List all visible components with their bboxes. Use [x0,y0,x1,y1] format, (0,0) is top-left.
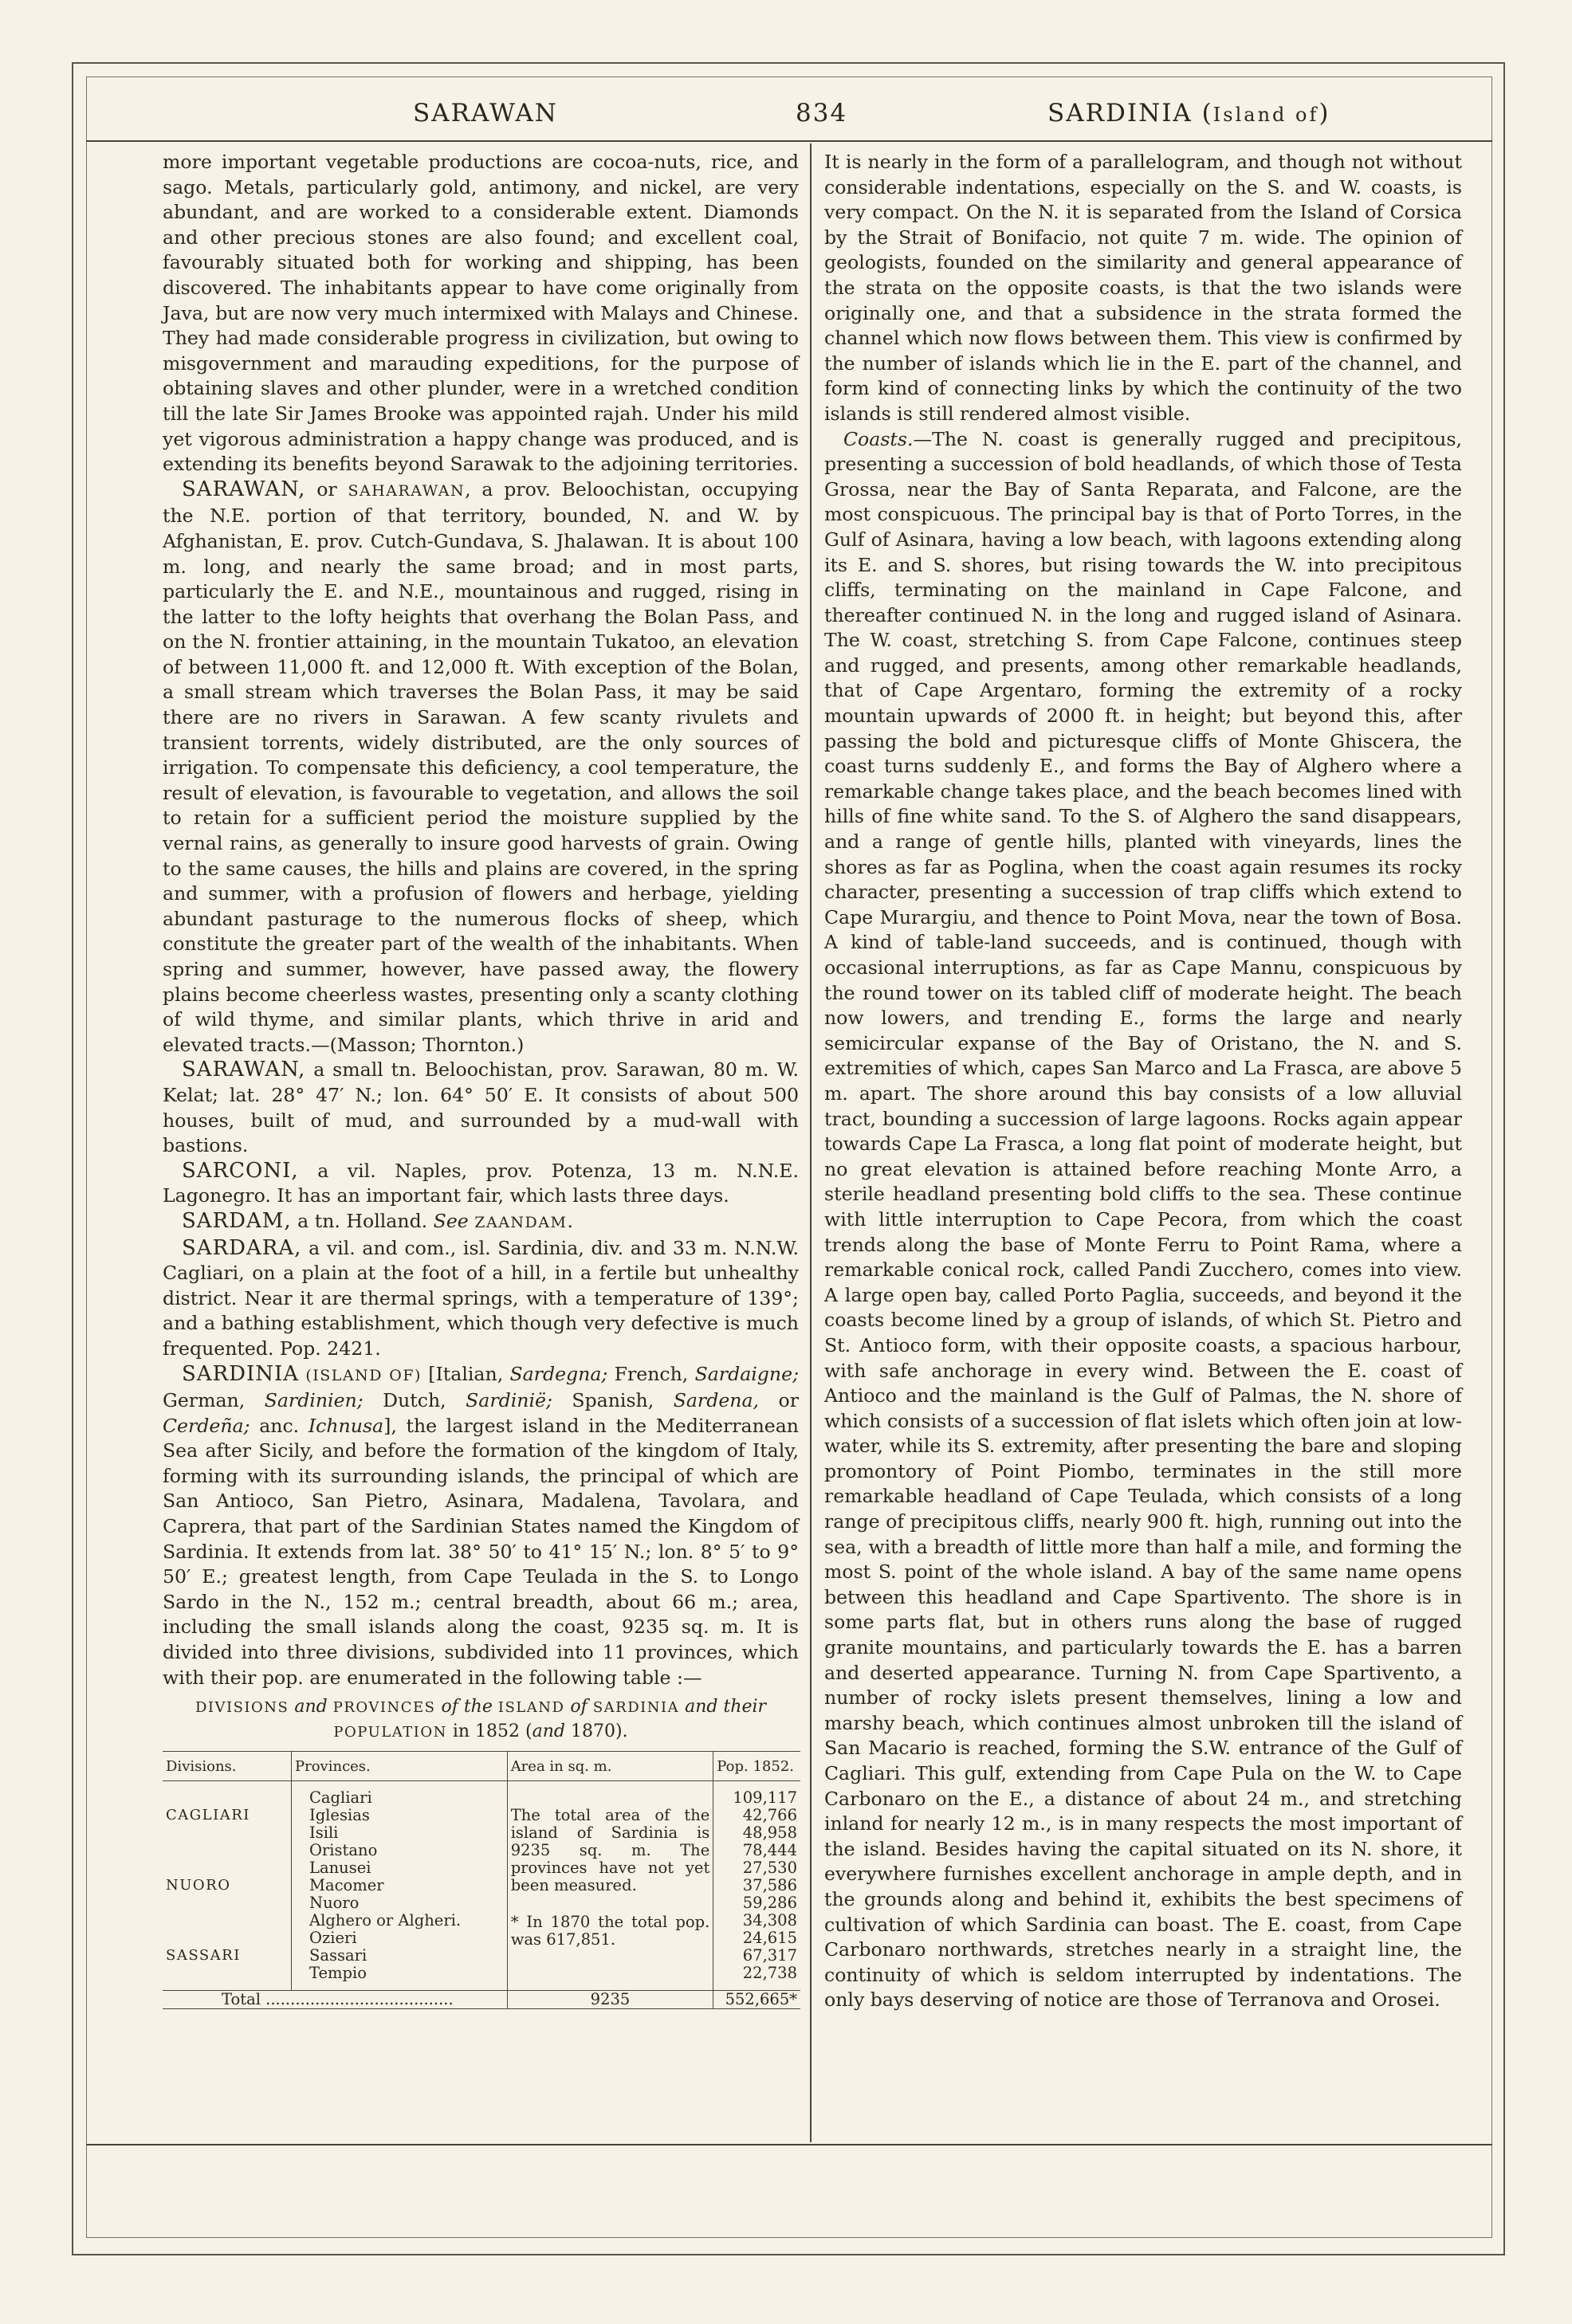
province: Oristano [309,1841,378,1860]
population-value: 78,444 [742,1841,797,1860]
table-body-row [163,1781,800,1991]
province: Tempio [309,1964,367,1983]
province: Alghero or Algheri. [309,1911,462,1930]
population-value: 24,615 [742,1929,797,1948]
header-rule [86,140,1492,142]
total-population: 552,665* [713,1991,800,2009]
left-column [163,150,799,2009]
provinces-cell [292,1781,508,1991]
area-cell [507,1781,713,1991]
entry-sarawan-province: SARAWAN, or SAHARAWAN, a prov. Beloochistan, occupying the N.E. portion of that territory, bounded, N. and W. by Afghanistan, E. prov. Cutch-Gundava, S. Jhalawan. It is about 100 m. long, and nearly the same broad; and in most parts, particularly the E. and N.E., mountainous and rugged, rising in the latter to the lofty heights that overhang the Bolan Pass, and on the N. frontier attaining, in the mountain Tukatoo, an elevation of between 11,000 ft. and 12,000 ft. With exception of the Bolan, a small stream which traverses the Bolan Pass, it may be said there are no rivers in Sarawan. A few scanty rivulets and transient torrents, widely distributed, are the only sources of irrigation. To compensate this deficiency, a cool temperature, the result of elevation, is favourable to vegetation, and allows the soil to retain for a sufficient period the moisture supplied by the vernal rains, as generally to insure good harvests of grain. Owing to the same causes, the hills and plains are covered, in the spring and summer, with a profusion of flowers and herbage, yielding abundant pasturage to the numerous flocks of sheep, which constitute the greater part of the wealth of the inhabitants. When spring and summer, however, have passed away, the flowery plains become cheerless wastes, presenting only a scanty clothing of wild thyme, and similar plants, which thrive in arid and elevated tracts.—(Masson; Thornton.) [163,477,799,1056]
province: Nuoro [309,1894,360,1913]
area-note: The total area of the island of Sardinia is 9235 sq. m. The provinces have not yet been measured. [510,1806,710,1895]
header-provinces: Provinces. [292,1752,508,1781]
paragraph-continuation: more important vegetable productions are cocoa-nuts, rice, and sago. Metals, particularly gold, antimony, and nickel, are very abundant, and are worked to a considerable extent. Diamonds and other precious stones are also found; and excellent coal, favourably situated both for working and shipping, has been discovered. The inhabitants appear to have come originally from Java, but are now very much intermixed with Malays and Chinese. They had made considerable progress in civilization, but owing to misgovernment and marauding expeditions, for the purpose of obtaining slaves and other plunder, were in a wretched condition till the late Sir James Brooke was appointed rajah. Under his mild yet vigorous administration a happy change was produced, and is extending its benefits beyond Sarawak to the adjoining territories. [163,151,799,476]
population-value: 22,738 [742,1964,797,1983]
province: Macomer [309,1876,384,1895]
population-value: 59,286 [742,1894,797,1913]
population-note: * In 1870 the total pop. was 617,851. [510,1913,710,1949]
right-column [824,150,1462,2013]
entry-sardam: SARDAM, a tn. Holland. See ZAANDAM. [182,1208,573,1233]
population-value: 34,308 [742,1911,797,1930]
header-divisions: Divisions. [163,1752,292,1781]
population-value: 42,766 [742,1806,797,1825]
population-cell [713,1781,800,1991]
total-label-cell: Total ...................................... [163,1991,507,2009]
entry-sardara: SARDARA, a vil. and com., isl. Sardinia, div. and 33 m. N.N.W. Cagliari, on a plain at the foot of a hill, in a fertile but unhealthy district. Near it are thermal springs, with a temperature of 139°; and a bathing establishment, which though very defective is much frequented. Pop. 2421. [163,1235,799,1360]
province: Cagliari [309,1788,372,1808]
population-value: 37,586 [742,1876,797,1895]
entry-sarconi: SARCONI, a vil. Naples, prov. Potenza, 13 m. N.N.E. Lagonegro. It has an important fair, which lasts three days. [163,1158,799,1207]
division-sassari: SASSARI [166,1947,241,1965]
population-value: 67,317 [742,1946,797,1965]
table-header-row [163,1752,800,1781]
province: Ozieri [309,1929,357,1948]
province: Sassari [309,1946,367,1965]
divisions-cell [163,1781,292,1991]
population-value: 27,530 [742,1859,797,1878]
division-nuoro: NUORO [166,1877,231,1894]
province: Lanusei [309,1859,371,1878]
header-right-word: SARDINIA (Island of) [1047,99,1330,128]
total-label: Total [222,1990,261,2009]
running-header [86,92,1491,132]
province: Isili [309,1823,339,1843]
division-cagliari: CAGLIARI [166,1807,250,1824]
population-value: 109,117 [733,1788,797,1808]
table-caption: DIVISIONS and PROVINCES of the ISLAND of SARDINIA and their POPULATION in 1852 (and 1870). [195,1697,767,1742]
paragraph-shape: It is nearly in the form of a parallelogram, and though not without considerable indentations, especially on the S. and W. coasts, is very compact. On the N. it is separated from the Island of Corsica by the Strait of Bonifacio, not quite 7 m. wide. The opinion of geologists, founded on the similarity and general appearance of the strata on the opposite coasts, is that the two islands were originally one, and that a subsidence in the strata formed the channel which now flows between them. This view is confirmed by the number of islands which lie in the E. part of the channel, and form kind of connecting links by which the continuity of the two islands is still rendered almost visible. [824,151,1462,425]
total-area: 9235 [507,1991,713,2009]
page-number: 834 [796,99,848,128]
province: Iglesias [309,1806,370,1825]
population-table [163,1751,800,2009]
footer-rule [86,2144,1492,2145]
column-divider [810,143,812,2142]
header-area: Area in sq. m. [507,1752,713,1781]
table-total-row [163,1991,800,2009]
header-left-word: SARAWAN [413,99,558,128]
entry-sarawan-town: SARAWAN, a small tn. Beloochistan, prov. Sarawan, 80 m. W. Kelat; lat. 28° 47′ N.; lon. 64° 50′ E. It consists of about 500 houses, built of mud, and surrounded by a mud-wall with bastions. [163,1058,799,1157]
entry-sardinia: SARDINIA (ISLAND OF) [Italian, Sardegna; French, Sardaigne; German, Sardinien; Dutch, Sardinië; Spanish, Sardena, or Cerdeña; anc. Ichnusa], the largest island in the Mediterranean Sea after Sicily, and before the formation of the kingdom of Italy, forming with its surrounding islands, the principal of which are San Antioco, San Pietro, Asinara, Madalena, Tavolara, and Caprera, that part of the Sardinian States named the Kingdom of Sardinia. It extends from lat. 38° 50′ to 41° 15′ N.; lon. 8° 5′ to 9° 50′ E.; greatest length, from Cape Teulada in the S. to Longo Sardo in the N., 152 m.; central breadth, about 66 m.; area, including the small islands along the coast, 9235 sq. m. It is divided into three divisions, subdivided into 11 provinces, which with their pop. are enumerated in the following table :— [163,1361,800,1689]
header-population: Pop. 1852. [713,1752,800,1781]
paragraph-coasts: Coasts.—The N. coast is generally rugged and precipitous, presenting a succession of bold headlands, of which those of Testa Grossa, near the Bay of Santa Reparata, and Falcone, are the most conspicuous. The principal bay is that of Porto Torres, in the Gulf of Asinara, having a low beach, with lagoons extending along its E. and S. shores, but rising towards the W. into precipitous cliffs, terminating on the mainland in Cape Falcone, and thereafter continued N. in the long and rugged island of Asinara. The W. coast, stretching S. from Cape Falcone, continues steep and rugged, and presents, among other remarkable headlands, that of Cape Argentaro, forming the extremity of a rocky mountain upwards of 2000 ft. in height; but beyond this, after passing the bold and picturesque cliffs of Monte Ghiscera, the coast turns suddenly E., and forms the Bay of Alghero where a remarkable change takes place, and the beach becomes lined with hills of fine white sand. To the S. of Alghero the sand disappears, and a range of gentle hills, planted with vineyards, lines the shores as far as Poglina, when the coast again resumes its rocky character, presenting a succession of trap cliffs which extend to Cape Murargiu, and thence to Point Mova, near the town of Bosa. A kind of table-land succeeds, and is continued, though with occasional interruptions, as far as Cape Mannu, conspicuous by the round tower on its tabled cliff of moderate height. The beach now lowers, and trending E., forms the large and nearly semicircular expanse of the Bay of Oristano, the N. and S. extremities of which, capes San Marco and La Frasca, are above 5 m. apart. The shore around this bay consists of a low alluvial tract, bounding a succession of large lagoons. Rocks again appear towards Cape La Frasca, a long flat point of moderate height, but no great elevation is attained before reaching Monte Arro, a sterile headland presenting bold cliffs to the sea. These continue with little interruption to Cape Pecora, from which the coast trends along the base of Monte Ferru to Point Rama, where a remarkable conical rock, called Pandi Zucchero, comes into view. A large open bay, called Porto Paglia, succeeds, and beyond it the coasts become lined by a group of islands, of which St. Pietro and St. Antioco form, with their opposite coasts, a spacious harbour, with safe anchorage in every wind. Between the E. coast of Antioco and the mainland is the Gulf of Palmas, the N. shore of which consists of a succession of flat islets which often join at low-water, while its S. extremity, after presenting the bare and sloping promontory of Point Piombo, terminates in the still more remarkable headland of Cape Teulada, which consists of a long range of precipitous cliffs, nearly 900 ft. high, running out into the sea, with a breadth of little more than half a mile, and forming the most S. point of the whole island. A bay of the same name opens between this headland and Cape Spartivento. The shore is in some parts flat, but in others runs along the base of rugged granite mountains, and particularly towards the E. has a barren and deserted appearance. Turning N. from Cape Spartivento, a number of rocky islets present themselves, lining a low and marshy beach, which continues almost unbroken till the island of San Macario is reached, forming the S.W. entrance of the Gulf of Cagliari. This gulf, extending from Cape Pula on the W. to Cape Carbonaro on the E., a distance of about 24 m., and stretching inland for nearly 12 m., is in many respects the most important of the island. Besides having the capital situated on its N. shore, it everywhere furnishes excellent anchorage in ample depth, and in the grounds along and behind it, exhibits the best specimens of cultivation of which Sardinia can boast. The E. coast, from Cape Carbonaro northwards, stretches nearly in a straight line, the continuity of which is seldom interrupted by indentations. The only bays deserving of notice are those of Terranova and Orosei. [824,427,1462,2012]
population-value: 48,958 [742,1823,797,1843]
